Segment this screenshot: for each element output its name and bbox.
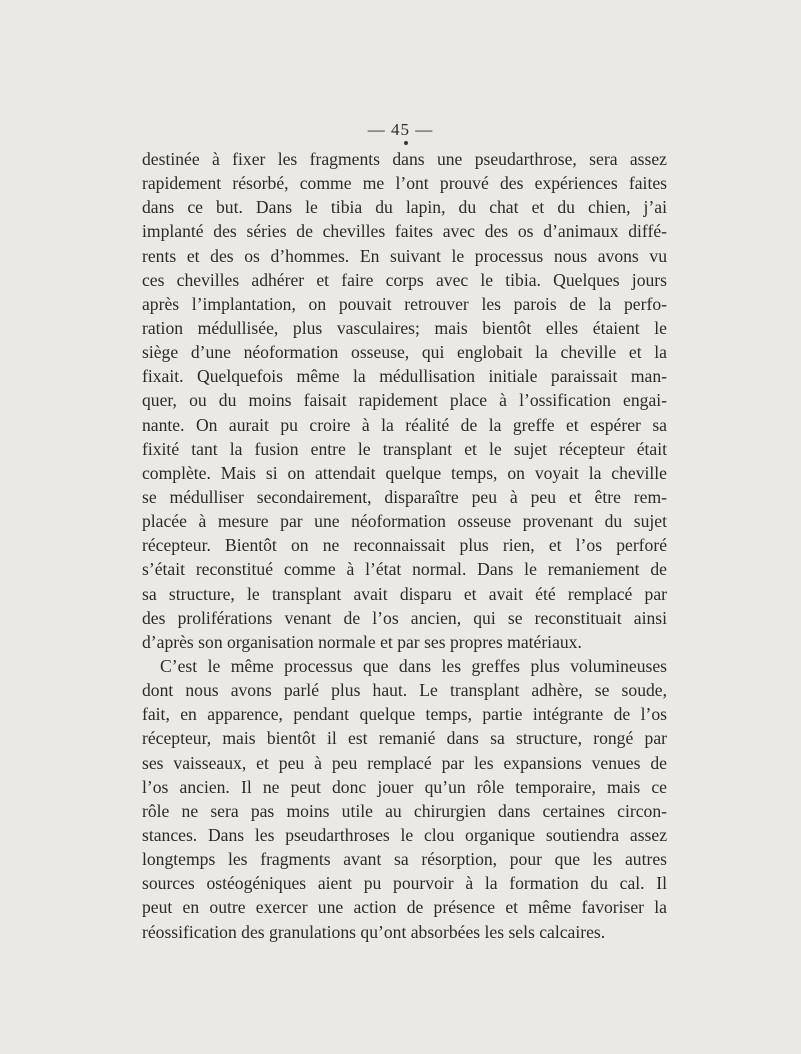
text-line: stances. Dans les pseudarthroses le clou organique soutiendra assez [142, 824, 667, 845]
text-line: complète. Mais si on attendait quelque temps, on voyait la cheville [142, 462, 667, 483]
text-line: dans ce but. Dans le tibia du lapin, du chat et du chien, j’ai [142, 197, 667, 218]
text-line: ses vaisseaux, et peu à peu remplacé par les expansions venues de [142, 752, 667, 773]
page-number: — 45 — [367, 120, 434, 139]
text-line: fixité tant la fusion entre le transplant et le sujet récepteur était [142, 438, 667, 459]
text-line: quer, ou du moins faisait rapidement place à l’ossification engai- [142, 390, 667, 411]
text-line: ration médullisée, plus vasculaires; mais bientôt elles étaient le [142, 317, 667, 338]
text-line: placée à mesure par une néoformation osseuse provenant du sujet [142, 511, 667, 532]
text-line: des proliférations venant de l’os ancien, qui se reconstituait ainsi [142, 607, 667, 628]
text-line: peut en outre exercer une action de présence et même favoriser la [142, 897, 667, 918]
text-line: rôle ne sera pas moins utile au chirurgien dans certaines circon- [142, 800, 667, 821]
text-line: après l’implantation, on pouvait retrouver les parois de la perfo- [142, 293, 667, 314]
text-line: ces chevilles adhérer et faire corps avec le tibia. Quelques jours [142, 269, 667, 290]
text-line: nante. On aurait pu croire à la réalité de la greffe et espérer sa [142, 414, 667, 435]
text-line: fait, en apparence, pendant quelque temps, partie intégrante de l’os [142, 704, 667, 725]
text-line: rapidement résorbé, comme me l’ont prouvé des expériences faites [142, 173, 667, 194]
text-line: se médulliser secondairement, disparaître peu à peu et être rem- [142, 486, 667, 507]
text-line: C’est le même processus que dans les greffes plus volumineuses [160, 655, 667, 676]
text-line: s’était reconstitué comme à l’état normal. Dans le remaniement de [142, 559, 667, 580]
text-line: d’après son organisation normale et par ses propres matériaux. [142, 631, 582, 652]
text-line: récepteur, mais bientôt il est remanié dans sa structure, rongé par [142, 728, 667, 749]
ink-speck [404, 141, 408, 145]
text-line: sources ostéogéniques aient pu pourvoir à la formation du cal. Il [142, 873, 667, 894]
text-line: dont nous avons parlé plus haut. Le transplant adhère, se soude, [142, 680, 667, 701]
text-line: l’os ancien. Il ne peut donc jouer qu’un rôle temporaire, mais ce [142, 776, 667, 797]
text-line: récepteur. Bientôt on ne reconnaissait plus rien, et l’os perforé [142, 535, 667, 556]
text-line: implanté des séries de chevilles faites avec des os d’animaux diffé- [142, 221, 667, 242]
text-line: longtemps les fragments avant sa résorption, pour que les autres [142, 849, 667, 870]
text-line: sa structure, le transplant avait disparu et avait été remplacé par [142, 583, 667, 604]
text-line: siège d’une néoformation osseuse, qui englobait la cheville et la [142, 342, 667, 363]
text-line: rents et des os d’hommes. En suivant le processus nous avons vu [142, 245, 667, 266]
text-line: destinée à fixer les fragments dans une pseudarthrose, sera assez [142, 149, 667, 169]
body-text [142, 147, 667, 944]
text-line: fixait. Quelquefois même la médullisation initiale paraissait man- [142, 366, 667, 387]
text-line: réossification des granulations qu’ont absorbées les sels calcaires. [142, 921, 606, 942]
